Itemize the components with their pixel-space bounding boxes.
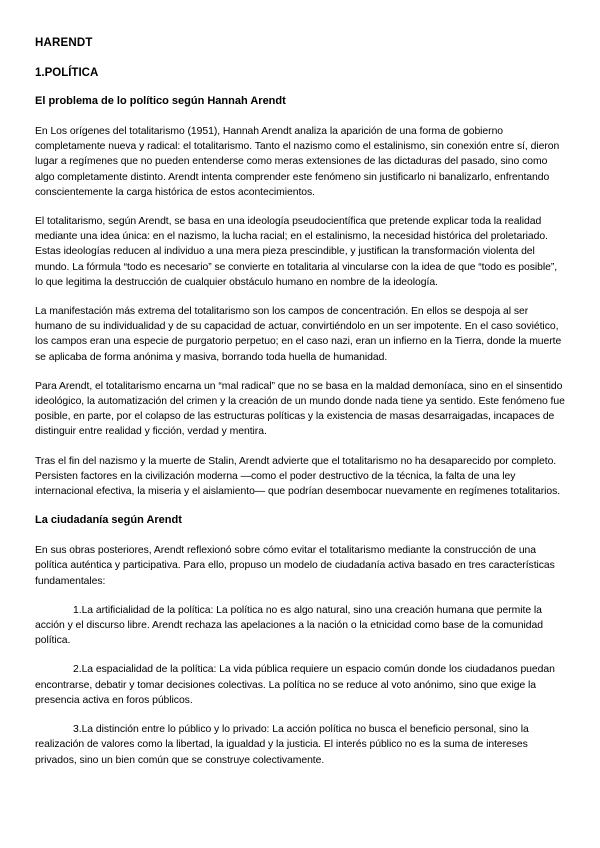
paragraph: Para Arendt, el totalitarismo encarna un “mal radical” que no se basa en la maldad demoníaca, sino en el sinsentido ideológico, la automatización del crimen y la creación de un mundo donde nada tiene ya sentido. Este fenómeno fue posible, en parte, por el colapso de las estructuras políticas y la existencia de masas desarraigadas, incapaces de distinguir entre realidad y ficción, verdad y mentira.: [35, 380, 565, 438]
list-item: 1.La artificialidad de la política: La política no es algo natural, sino una creación humana que permite la acción y el discurso libre. Arendt rechaza las apelaciones a la nación o la etnicidad como base de la comunidad política.: [35, 604, 543, 647]
subtitle-political-problem: El problema de lo político según Hannah Arendt: [35, 95, 286, 107]
paragraph: En Los orígenes del totalitarismo (1951), Hannah Arendt analiza la aparición de una forma de gobierno completamente nueva y radical: el totalitarismo. Tanto el nazismo como el estalinismo, sin conexión entre sí, dieron lugar a regímenes que no pueden entenderse como meras extensiones de las dictaduras del pasado, sino como algo completamente distinto. Arendt intenta comprender este fenómeno sin justificarlo ni banalizarlo, enfrentando conscientemente la carga histórica de estos acontecimientos.: [35, 126, 560, 198]
text-column: [35, 36, 565, 768]
paragraph: La manifestación más extrema del totalitarismo son los campos de concentración. En ellos se despoja al ser humano de su individualidad y de su capacidad de actuar, convirtiéndolo en un ser impotente. En el caso soviético, los campos eran una especie de purgatorio perpetuo; en el caso nazi, eran un infierno en la Tierra, donde la muerte se aplicaba de forma anónima y masiva, borrando toda huella de humanidad.: [35, 306, 562, 363]
paragraph: El totalitarismo, según Arendt, se basa en una ideología pseudocientífica que pretende explicar toda la realidad mediante una idea única: en el nazismo, la lucha racial; en el estalinismo, la necesidad histórica del proletariado. Estas ideologías reducen al individuo a una mera pieza prescindible, y justifican la transformación violenta del mundo. La fórmula “todo es necesario” se convierte en totalitaria al vincularse con la idea de que “todo es posible”, lo que legitima la destrucción de cualquier obstáculo humano en nombre de la ideología.: [35, 216, 558, 288]
document-heading: HARENDT: [35, 37, 93, 49]
list-item: 2.La espacialidad de la política: La vida pública requiere un espacio común donde los ciudadanos puedan encontrarse, debatir y tomar decisiones colectivas. La política no se reduce al voto anónimo, sino que exige la presencia activa en foros públicos.: [35, 664, 555, 706]
list-item: 3.La distinción entre lo público y lo privado: La acción política no busca el beneficio personal, sino la realización de valores como la libertad, la igualdad y la justicia. El interés público no es la suma de intereses privados, sino un bien común que se construye colectivamente.: [35, 724, 529, 766]
section-title: 1.POLÍTICA: [35, 67, 99, 79]
paragraph: En sus obras posteriores, Arendt reflexionó sobre cómo evitar el totalitarismo mediante la construcción de una política auténtica y participativa. Para ello, propuso un modelo de ciudadanía activa basado en tres características fundamentales:: [35, 545, 555, 587]
subtitle-citizenship: La ciudadanía según Arendt: [35, 514, 182, 527]
paragraph: Tras el fin del nazismo y la muerte de Stalin, Arendt advierte que el totalitarismo no ha desaparecido por completo. Persisten factores en la civilización moderna —como el poder destructivo de la técnica, la falta de una ley internacional efectiva, la miseria y el aislamiento— que podrían desembocar nuevamente en regímenes totalitarios.: [35, 455, 561, 498]
